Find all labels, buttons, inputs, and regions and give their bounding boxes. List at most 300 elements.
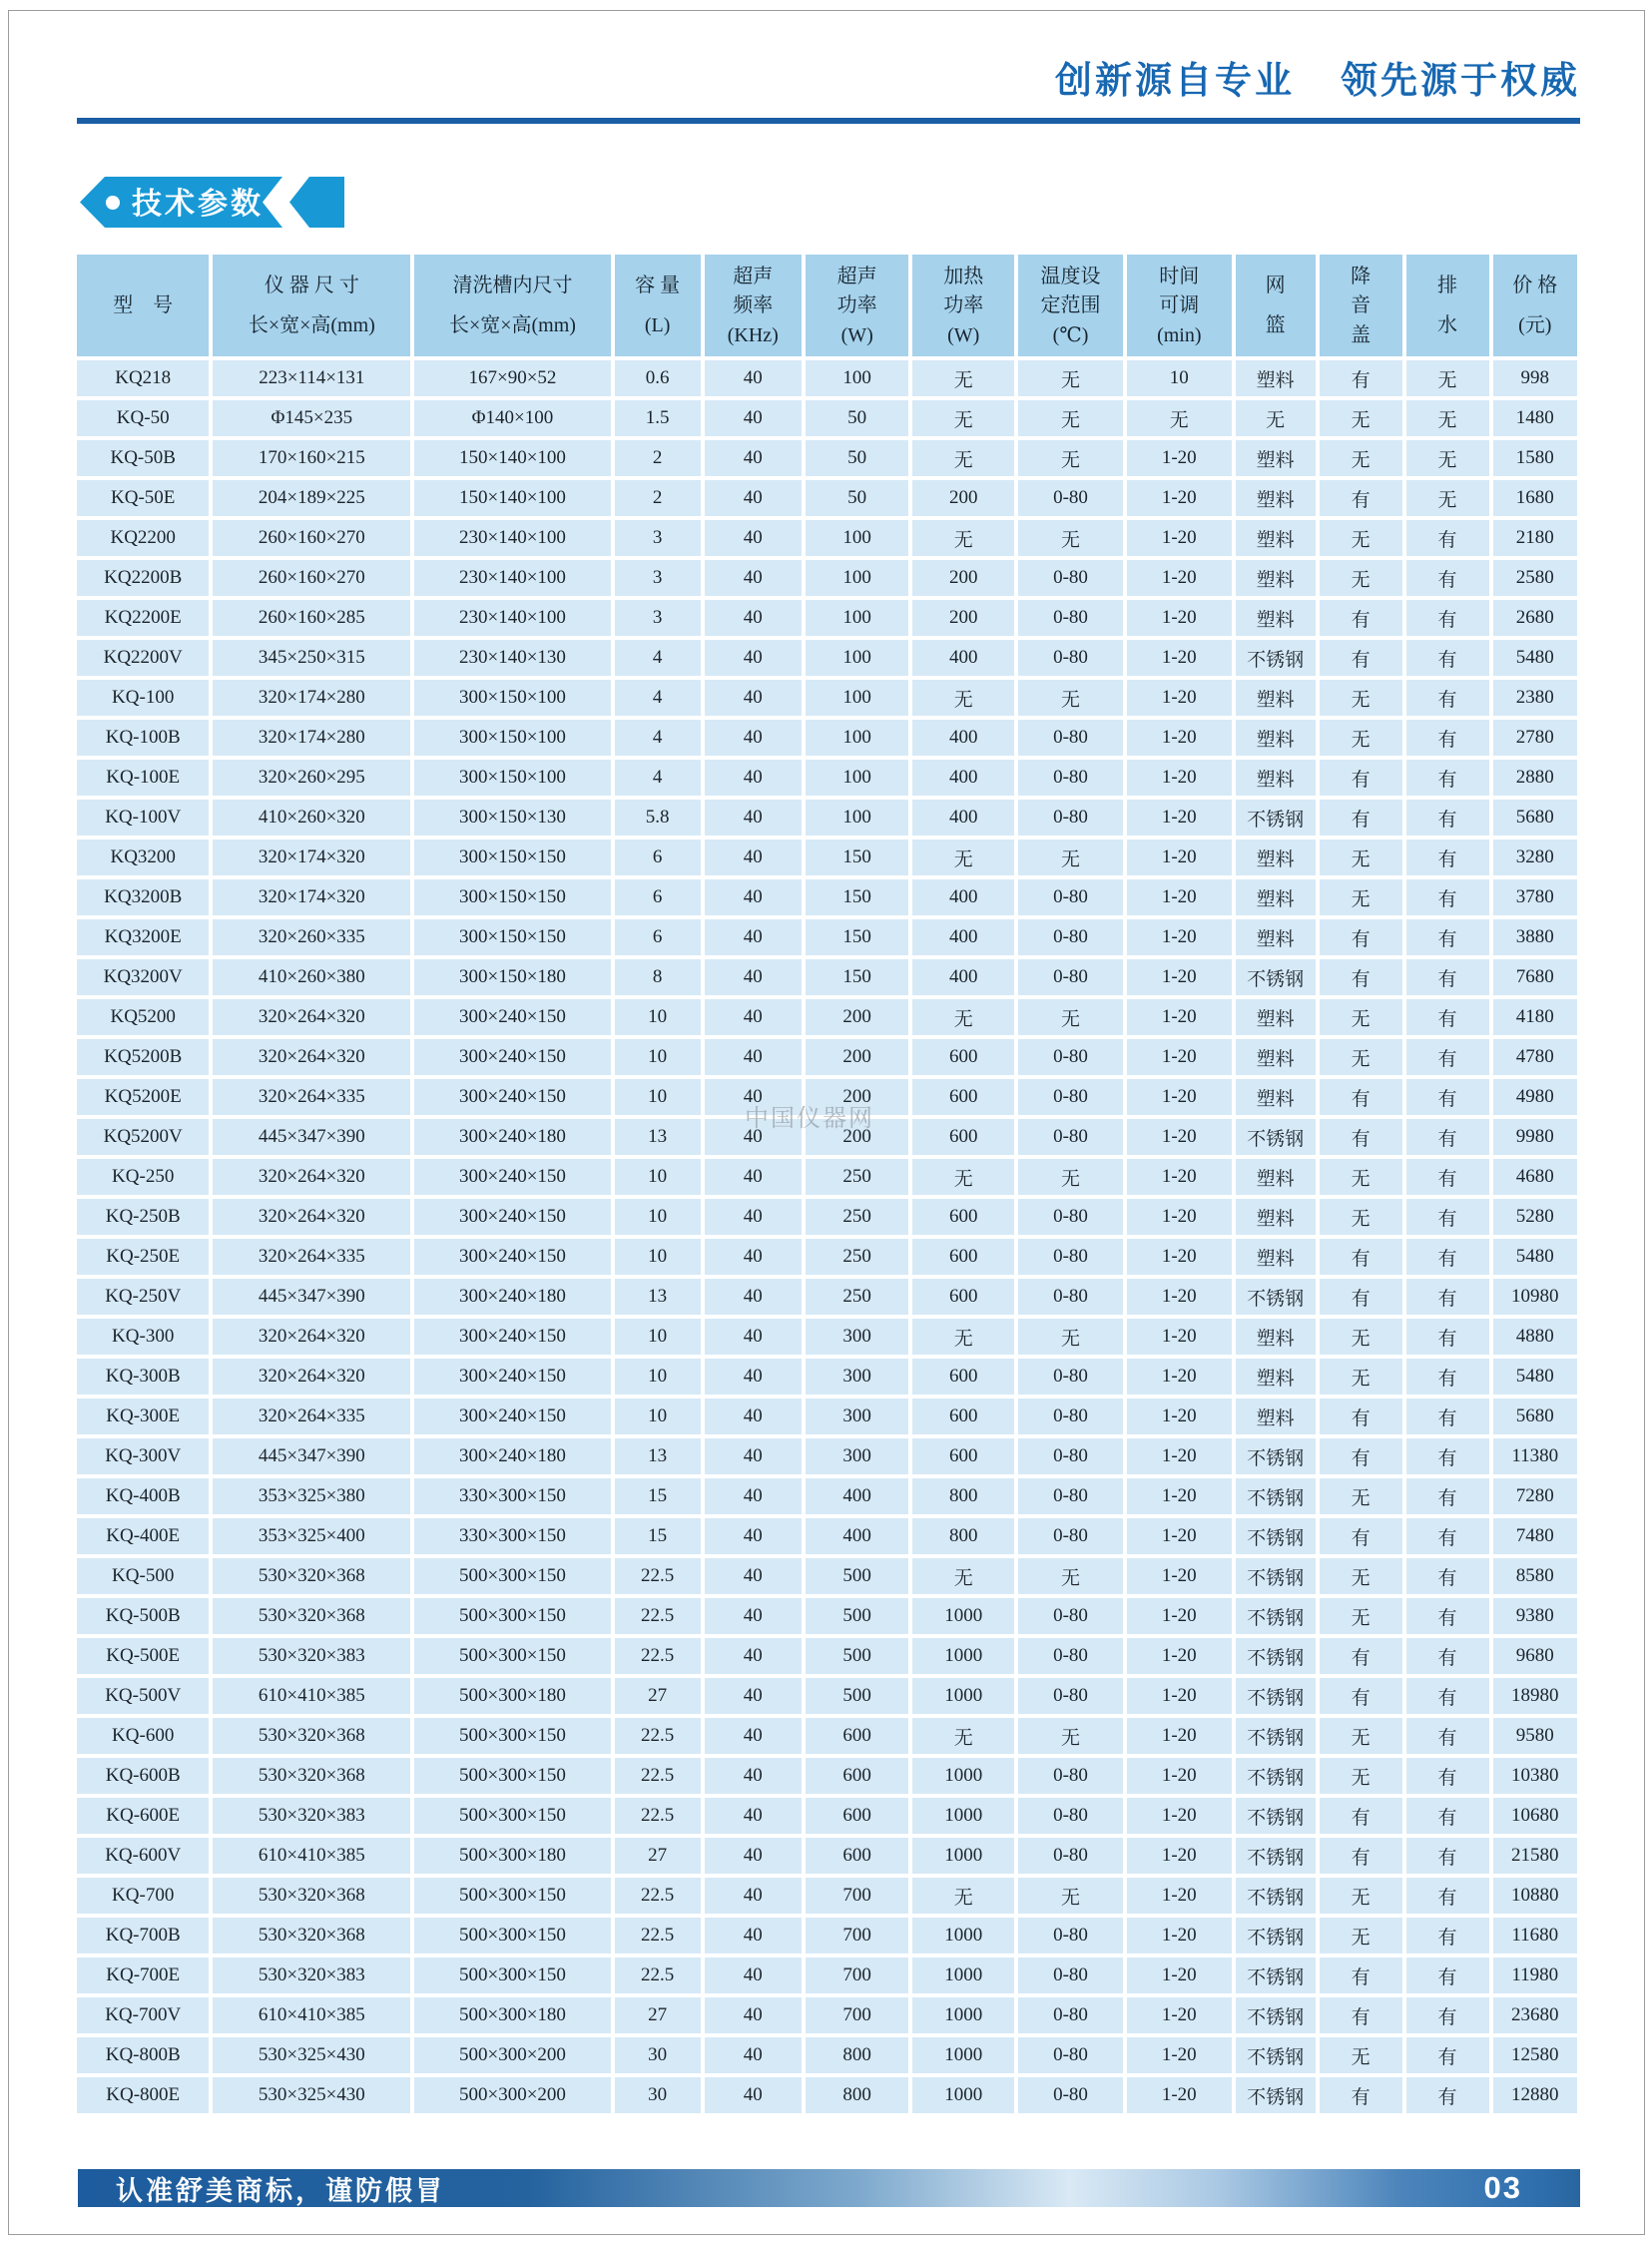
table-cell: 600 xyxy=(912,1039,1014,1075)
table-cell: 300×150×130 xyxy=(414,800,610,836)
table-row xyxy=(77,1438,1577,1474)
model-cell: KQ-250B xyxy=(77,1199,209,1235)
table-cell: 500×300×150 xyxy=(414,1758,610,1794)
table-cell: 0-80 xyxy=(1018,1678,1123,1714)
table-cell: 0-80 xyxy=(1018,1518,1123,1554)
table-cell: 150 xyxy=(806,840,908,875)
table-cell: 500 xyxy=(806,1678,908,1714)
table-cell: 40 xyxy=(705,840,802,875)
table-cell: 5280 xyxy=(1493,1199,1577,1235)
table-cell: 10380 xyxy=(1493,1758,1577,1794)
table-cell: 40 xyxy=(705,1598,802,1634)
table-cell: 有 xyxy=(1406,1199,1489,1235)
table-cell: 40 xyxy=(705,1518,802,1554)
table-cell: 1-20 xyxy=(1127,1598,1232,1634)
table-cell: 不锈钢 xyxy=(1236,1279,1316,1315)
model-cell: KQ-800B xyxy=(77,2037,209,2073)
table-cell: 11980 xyxy=(1493,1958,1577,1993)
table-cell: 10 xyxy=(615,1359,701,1395)
table-cell: 4 xyxy=(615,720,701,756)
table-cell: 无 xyxy=(1320,2037,1402,2073)
table-cell: 无 xyxy=(1320,520,1402,556)
table-cell: 无 xyxy=(1320,440,1402,476)
table-cell: 无 xyxy=(912,400,1014,436)
table-cell: 300×240×150 xyxy=(414,1079,610,1115)
table-cell: 4 xyxy=(615,680,701,716)
table-cell: 无 xyxy=(1018,1159,1123,1195)
table-cell: 无 xyxy=(1406,480,1489,516)
table-cell: 0-80 xyxy=(1018,640,1123,676)
table-cell: 1-20 xyxy=(1127,1918,1232,1954)
table-cell: 250 xyxy=(806,1279,908,1315)
model-cell: KQ3200B xyxy=(77,879,209,915)
table-cell: 不锈钢 xyxy=(1236,1878,1316,1914)
table-cell: 300×240×180 xyxy=(414,1438,610,1474)
table-cell: 12580 xyxy=(1493,2037,1577,2073)
table-cell: 320×264×320 xyxy=(213,1159,410,1195)
column-header: 价 格 (元) xyxy=(1493,255,1577,356)
table-cell: 40 xyxy=(705,1079,802,1115)
table-cell: 有 xyxy=(1320,1438,1402,1474)
table-cell: 有 xyxy=(1320,480,1402,516)
table-cell: 无 xyxy=(1320,1758,1402,1794)
table-cell: 不锈钢 xyxy=(1236,800,1316,836)
table-cell: 13 xyxy=(615,1438,701,1474)
table-cell: 不锈钢 xyxy=(1236,1838,1316,1874)
table-cell: 5.8 xyxy=(615,800,701,836)
table-row xyxy=(77,1199,1577,1235)
table-cell: 40 xyxy=(705,1558,802,1594)
table-cell: 1-20 xyxy=(1127,440,1232,476)
table-cell: 无 xyxy=(1236,400,1316,436)
table-cell: 有 xyxy=(1406,1878,1489,1914)
table-cell: 500×300×150 xyxy=(414,1718,610,1754)
table-cell: 10880 xyxy=(1493,1878,1577,1914)
table-cell: 0-80 xyxy=(1018,560,1123,596)
table-cell: 700 xyxy=(806,1878,908,1914)
table-row xyxy=(77,2077,1577,2113)
table-cell: 不锈钢 xyxy=(1236,1478,1316,1514)
table-cell: 260×160×270 xyxy=(213,560,410,596)
table-row xyxy=(77,1319,1577,1355)
footer-bar xyxy=(78,2169,1580,2207)
table-cell: 22.5 xyxy=(615,1958,701,1993)
table-cell: 200 xyxy=(806,1039,908,1075)
table-row xyxy=(77,1997,1577,2033)
table-cell: 40 xyxy=(705,720,802,756)
table-cell: 2180 xyxy=(1493,520,1577,556)
table-cell: 410×260×320 xyxy=(213,800,410,836)
table-cell: 1-20 xyxy=(1127,720,1232,756)
table-cell: 445×347×390 xyxy=(213,1438,410,1474)
table-cell: 40 xyxy=(705,480,802,516)
table-cell: 无 xyxy=(1320,1039,1402,1075)
table-cell: 400 xyxy=(912,919,1014,955)
table-cell: 塑料 xyxy=(1236,1159,1316,1195)
table-cell: 塑料 xyxy=(1236,760,1316,796)
table-cell: 无 xyxy=(1320,1159,1402,1195)
table-cell: 610×410×385 xyxy=(213,1997,410,2033)
table-cell: 500×300×150 xyxy=(414,1878,610,1914)
table-cell: 有 xyxy=(1406,1638,1489,1674)
table-cell: 530×325×430 xyxy=(213,2077,410,2113)
table-cell: 21580 xyxy=(1493,1838,1577,1874)
table-cell: 150 xyxy=(806,959,908,995)
column-header: 时间 可调 (min) xyxy=(1127,255,1232,356)
table-cell: 100 xyxy=(806,600,908,636)
table-cell: 50 xyxy=(806,400,908,436)
table-cell: 400 xyxy=(912,640,1014,676)
table-cell: 无 xyxy=(1320,1918,1402,1954)
table-cell: 有 xyxy=(1320,800,1402,836)
table-row xyxy=(77,1399,1577,1434)
column-header: 网 篮 xyxy=(1236,255,1316,356)
model-cell: KQ3200V xyxy=(77,959,209,995)
table-cell: 40 xyxy=(705,879,802,915)
table-cell: 1-20 xyxy=(1127,959,1232,995)
table-cell: 800 xyxy=(912,1518,1014,1554)
table-cell: 230×140×100 xyxy=(414,520,610,556)
table-cell: 有 xyxy=(1320,1958,1402,1993)
table-cell: 40 xyxy=(705,1319,802,1355)
table-cell: 无 xyxy=(1320,1319,1402,1355)
table-cell: 有 xyxy=(1406,959,1489,995)
table-cell: 400 xyxy=(806,1518,908,1554)
table-cell: 3 xyxy=(615,600,701,636)
table-cell: 1-20 xyxy=(1127,840,1232,875)
table-cell: 无 xyxy=(1320,720,1402,756)
table-cell: 22.5 xyxy=(615,1878,701,1914)
table-cell: 10 xyxy=(1127,360,1232,396)
table-cell: 40 xyxy=(705,1438,802,1474)
table-cell: 300×240×150 xyxy=(414,1319,610,1355)
table-cell: 400 xyxy=(912,720,1014,756)
table-cell: 400 xyxy=(912,760,1014,796)
table-cell: 300 xyxy=(806,1359,908,1395)
table-cell: 5480 xyxy=(1493,640,1577,676)
table-row xyxy=(77,1518,1577,1554)
table-cell: 40 xyxy=(705,600,802,636)
table-cell: 无 xyxy=(1320,1478,1402,1514)
table-cell: 0-80 xyxy=(1018,1199,1123,1235)
table-cell: 1680 xyxy=(1493,480,1577,516)
table-cell: 200 xyxy=(912,600,1014,636)
table-cell: 7680 xyxy=(1493,959,1577,995)
table-cell: 320×174×280 xyxy=(213,680,410,716)
table-cell: 40 xyxy=(705,959,802,995)
table-cell: 塑料 xyxy=(1236,680,1316,716)
table-cell: 有 xyxy=(1320,1997,1402,2033)
table-cell: 50 xyxy=(806,440,908,476)
table-cell: 500×300×180 xyxy=(414,1997,610,2033)
table-cell: 4 xyxy=(615,760,701,796)
table-cell: 530×325×430 xyxy=(213,2037,410,2073)
table-cell: 0-80 xyxy=(1018,1598,1123,1634)
table-cell: 500×300×150 xyxy=(414,1798,610,1834)
table-cell: 2380 xyxy=(1493,680,1577,716)
table-cell: 有 xyxy=(1406,2077,1489,2113)
table-cell: 有 xyxy=(1406,1279,1489,1315)
table-cell: 500×300×200 xyxy=(414,2077,610,2113)
table-cell: 500×300×150 xyxy=(414,1918,610,1954)
table-cell: 有 xyxy=(1406,1399,1489,1434)
table-cell: 600 xyxy=(806,1718,908,1754)
table-cell: 530×320×368 xyxy=(213,1558,410,1594)
table-cell: 15 xyxy=(615,1478,701,1514)
table-cell: 6 xyxy=(615,919,701,955)
table-row xyxy=(77,760,1577,796)
table-cell: 10680 xyxy=(1493,1798,1577,1834)
table-cell: 300×240×150 xyxy=(414,1039,610,1075)
table-cell: 有 xyxy=(1406,520,1489,556)
model-cell: KQ-300B xyxy=(77,1359,209,1395)
table-cell: 300 xyxy=(806,1319,908,1355)
table-cell: 250 xyxy=(806,1159,908,1195)
table-cell: 40 xyxy=(705,1878,802,1914)
table-cell: 0-80 xyxy=(1018,2077,1123,2113)
column-header: 温度设 定范围 (℃) xyxy=(1018,255,1123,356)
table-cell: 700 xyxy=(806,1918,908,1954)
table-cell: 5680 xyxy=(1493,1399,1577,1434)
table-cell: 320×264×320 xyxy=(213,999,410,1035)
table-cell: 250 xyxy=(806,1239,908,1275)
table-cell: 22.5 xyxy=(615,1558,701,1594)
table-cell: 700 xyxy=(806,1997,908,2033)
table-cell: 27 xyxy=(615,1838,701,1874)
table-cell: 9980 xyxy=(1493,1119,1577,1155)
table-row xyxy=(77,400,1577,436)
table-cell: 3 xyxy=(615,560,701,596)
model-cell: KQ-500B xyxy=(77,1598,209,1634)
table-cell: 10 xyxy=(615,999,701,1035)
table-cell: 300×150×150 xyxy=(414,919,610,955)
table-cell: 1000 xyxy=(912,1918,1014,1954)
model-cell: KQ-100 xyxy=(77,680,209,716)
table-cell: 600 xyxy=(912,1438,1014,1474)
table-cell: 800 xyxy=(806,2077,908,2113)
table-cell: 有 xyxy=(1320,919,1402,955)
table-cell: 无 xyxy=(912,999,1014,1035)
table-row xyxy=(77,640,1577,676)
table-cell: 塑料 xyxy=(1236,1319,1316,1355)
table-cell: 600 xyxy=(912,1399,1014,1434)
table-cell: 塑料 xyxy=(1236,1239,1316,1275)
table-header-row xyxy=(77,255,1577,356)
table-cell: 800 xyxy=(806,2037,908,2073)
table-cell: 无 xyxy=(1018,999,1123,1035)
table-row xyxy=(77,360,1577,396)
table-cell: 无 xyxy=(1320,840,1402,875)
table-cell: 40 xyxy=(705,1359,802,1395)
table-row xyxy=(77,959,1577,995)
table-row xyxy=(77,440,1577,476)
table-cell: 不锈钢 xyxy=(1236,1997,1316,2033)
table-cell: 无 xyxy=(1127,400,1232,436)
table-cell: 无 xyxy=(1320,1598,1402,1634)
model-cell: KQ-700B xyxy=(77,1918,209,1954)
model-cell: KQ-100E xyxy=(77,760,209,796)
table-cell: 不锈钢 xyxy=(1236,959,1316,995)
table-cell: 有 xyxy=(1320,1838,1402,1874)
table-cell: 无 xyxy=(1320,999,1402,1035)
table-body xyxy=(77,360,1577,2113)
table-cell: 40 xyxy=(705,1399,802,1434)
table-cell: 有 xyxy=(1406,840,1489,875)
table-cell: 3780 xyxy=(1493,879,1577,915)
table-cell: 320×264×335 xyxy=(213,1239,410,1275)
table-cell: 22.5 xyxy=(615,1758,701,1794)
table-cell: 1-20 xyxy=(1127,680,1232,716)
table-cell: 有 xyxy=(1406,2037,1489,2073)
table-cell: 1-20 xyxy=(1127,1279,1232,1315)
table-cell: 4880 xyxy=(1493,1319,1577,1355)
table-cell: 无 xyxy=(1320,560,1402,596)
table-cell: 15 xyxy=(615,1518,701,1554)
table-cell: 320×264×335 xyxy=(213,1399,410,1434)
table-cell: 2780 xyxy=(1493,720,1577,756)
column-header: 超声 功率 (W) xyxy=(806,255,908,356)
table-cell: 无 xyxy=(1018,400,1123,436)
table-cell: 150 xyxy=(806,879,908,915)
table-cell: 530×320×368 xyxy=(213,1718,410,1754)
table-cell: 有 xyxy=(1406,720,1489,756)
table-cell: 300×150×100 xyxy=(414,760,610,796)
table-cell: 30 xyxy=(615,2077,701,2113)
table-cell: 530×320×368 xyxy=(213,1918,410,1954)
table-cell: 3880 xyxy=(1493,919,1577,955)
table-cell: 40 xyxy=(705,640,802,676)
table-cell: 600 xyxy=(806,1798,908,1834)
table-cell: 1-20 xyxy=(1127,1438,1232,1474)
table-cell: 1-20 xyxy=(1127,1478,1232,1514)
table-cell: 40 xyxy=(705,1798,802,1834)
table-cell: 1-20 xyxy=(1127,1119,1232,1155)
table-cell: 10980 xyxy=(1493,1279,1577,1315)
section-title-badge xyxy=(80,177,346,228)
table-cell: 600 xyxy=(912,1199,1014,1235)
table-cell: 0-80 xyxy=(1018,1438,1123,1474)
model-cell: KQ2200 xyxy=(77,520,209,556)
page-number: 03 xyxy=(1483,2170,1522,2205)
table-cell: 2 xyxy=(615,440,701,476)
table-cell: 0-80 xyxy=(1018,1918,1123,1954)
table-cell: 40 xyxy=(705,2077,802,2113)
table-cell: 50 xyxy=(806,480,908,516)
table-cell: 1-20 xyxy=(1127,1558,1232,1594)
table-cell: 塑料 xyxy=(1236,480,1316,516)
table-cell: 0-80 xyxy=(1018,879,1123,915)
table-cell: 1-20 xyxy=(1127,600,1232,636)
table-cell: 无 xyxy=(1018,1558,1123,1594)
table-cell: 700 xyxy=(806,1958,908,1993)
table-cell: 不锈钢 xyxy=(1236,640,1316,676)
table-row xyxy=(77,1638,1577,1674)
slogan-part-1: 创新源自专业 xyxy=(1055,60,1295,101)
table-cell: 27 xyxy=(615,1678,701,1714)
table-row xyxy=(77,1558,1577,1594)
table-cell: 有 xyxy=(1406,1997,1489,2033)
table-row xyxy=(77,1758,1577,1794)
table-cell: 40 xyxy=(705,1239,802,1275)
model-cell: KQ-400B xyxy=(77,1478,209,1514)
table-cell: 1-20 xyxy=(1127,1997,1232,2033)
table-cell: 有 xyxy=(1406,1678,1489,1714)
column-header: 容 量 (L) xyxy=(615,255,701,356)
table-cell: 1000 xyxy=(912,1798,1014,1834)
table-cell: 13 xyxy=(615,1279,701,1315)
table-cell: 1000 xyxy=(912,1638,1014,1674)
table-row xyxy=(77,919,1577,955)
table-cell: 445×347×390 xyxy=(213,1119,410,1155)
model-cell: KQ2200E xyxy=(77,600,209,636)
table-cell: 有 xyxy=(1320,360,1402,396)
table-row xyxy=(77,1159,1577,1195)
table-cell: 40 xyxy=(705,1997,802,2033)
footer-slogan: 认准舒美商标，谨防假冒 xyxy=(116,2175,445,2206)
table-cell: 有 xyxy=(1406,919,1489,955)
table-cell: 1-20 xyxy=(1127,1878,1232,1914)
table-row xyxy=(77,1279,1577,1315)
table-cell: 塑料 xyxy=(1236,440,1316,476)
table-cell: 有 xyxy=(1406,680,1489,716)
table-cell: 150 xyxy=(806,919,908,955)
column-header: 排 水 xyxy=(1406,255,1489,356)
table-cell: 1-20 xyxy=(1127,1359,1232,1395)
table-cell: 8580 xyxy=(1493,1558,1577,1594)
table-cell: 有 xyxy=(1406,560,1489,596)
table-cell: 500×300×150 xyxy=(414,1958,610,1993)
table-cell: 40 xyxy=(705,1199,802,1235)
table-cell: 1-20 xyxy=(1127,1319,1232,1355)
table-cell: 无 xyxy=(1018,520,1123,556)
table-cell: 1-20 xyxy=(1127,1159,1232,1195)
table-cell: 610×410×385 xyxy=(213,1678,410,1714)
table-cell: 6 xyxy=(615,879,701,915)
table-cell: 300×150×150 xyxy=(414,840,610,875)
table-cell: 有 xyxy=(1406,1918,1489,1954)
model-cell: KQ-800E xyxy=(77,2077,209,2113)
table-cell: 27 xyxy=(615,1997,701,2033)
table-cell: 40 xyxy=(705,1638,802,1674)
table-cell: 有 xyxy=(1320,1239,1402,1275)
table-cell: 有 xyxy=(1406,1798,1489,1834)
table-cell: 有 xyxy=(1406,760,1489,796)
table-cell: 13 xyxy=(615,1119,701,1155)
table-cell: 塑料 xyxy=(1236,360,1316,396)
table-cell: 4680 xyxy=(1493,1159,1577,1195)
table-cell: 40 xyxy=(705,919,802,955)
table-cell: 无 xyxy=(1320,1359,1402,1395)
table-row xyxy=(77,1958,1577,1993)
table-cell: 300×240×150 xyxy=(414,1239,610,1275)
table-cell: 1-20 xyxy=(1127,1718,1232,1754)
table-cell: 40 xyxy=(705,1758,802,1794)
table-cell: 0-80 xyxy=(1018,1997,1123,2033)
table-cell: 500×300×180 xyxy=(414,1678,610,1714)
table-cell: 260×160×270 xyxy=(213,520,410,556)
table-cell: 7280 xyxy=(1493,1478,1577,1514)
table-cell: 7480 xyxy=(1493,1518,1577,1554)
table-cell: 260×160×285 xyxy=(213,600,410,636)
table-row xyxy=(77,560,1577,596)
header-rule xyxy=(77,118,1580,124)
table-cell: 1580 xyxy=(1493,440,1577,476)
watermark-text: 中国仪器网 xyxy=(745,1105,874,1132)
table-cell: 345×250×315 xyxy=(213,640,410,676)
model-cell: KQ3200E xyxy=(77,919,209,955)
table-cell: 500×300×150 xyxy=(414,1558,610,1594)
table-cell: 有 xyxy=(1406,1478,1489,1514)
